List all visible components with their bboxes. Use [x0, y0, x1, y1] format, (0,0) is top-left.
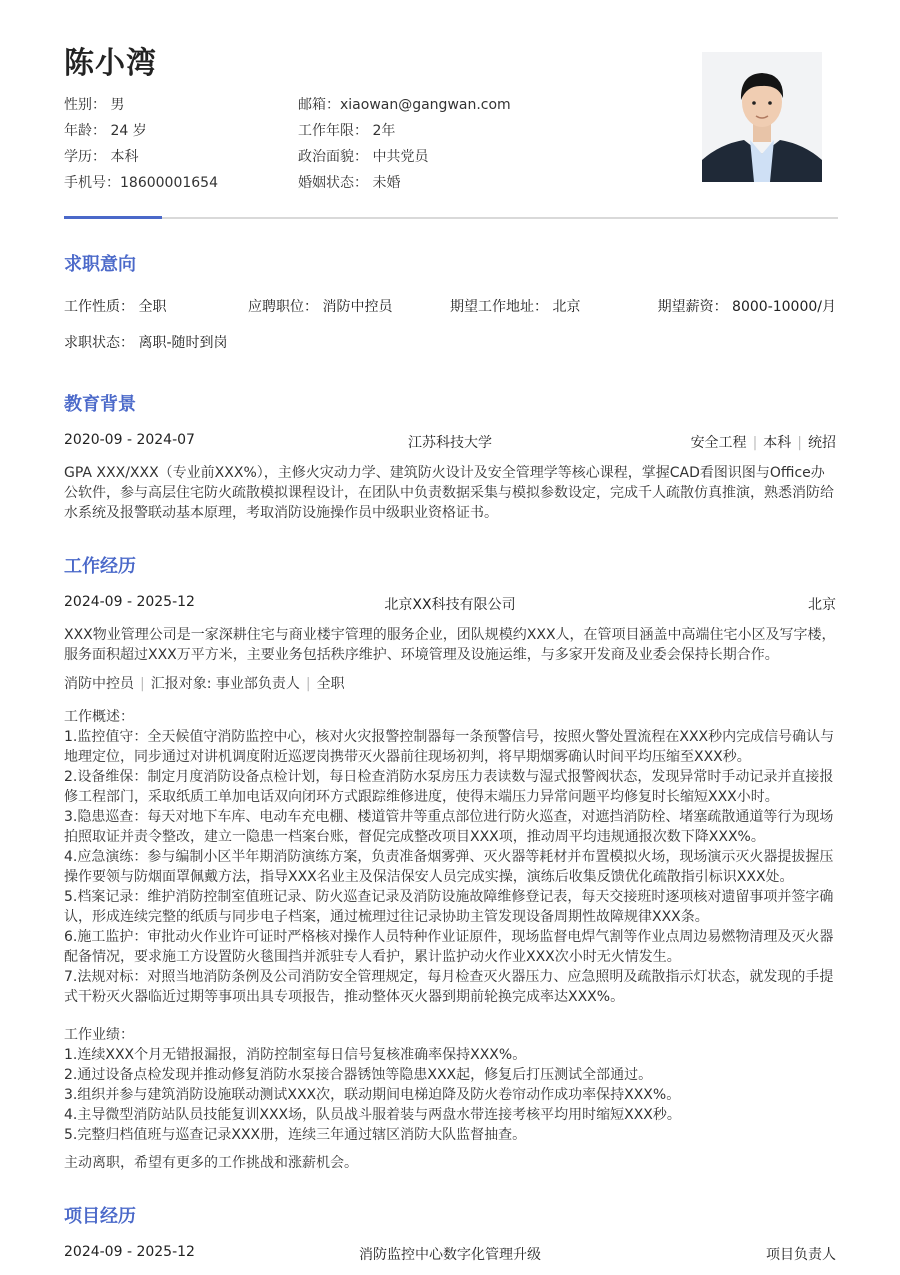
overview-title: 工作概述：: [64, 709, 134, 725]
education-level-field: 学历： 本科: [64, 149, 139, 165]
project-role: 项目负责人: [766, 1247, 836, 1263]
age-field: 年龄： 24 岁: [64, 123, 147, 139]
education-tags: 安全工程 | 本科 | 统招: [690, 435, 836, 451]
work-role-line: 消防中控员 | 汇报对象: 事业部负责人 | 全职: [64, 676, 345, 692]
section-title-education: 教育背景: [64, 394, 136, 415]
education-school: 江苏科技大学: [408, 435, 492, 451]
political-status-field: 政治面貌： 中共党员: [298, 149, 429, 165]
education-type: 统招: [808, 435, 836, 451]
intent-location: 期望工作地址： 北京: [450, 299, 581, 315]
education-major: 安全工程: [690, 435, 747, 451]
project-name: 消防监控中心数字化管理升级: [359, 1247, 541, 1263]
intent-salary: 期望薪资： 8000-10000/月: [657, 299, 836, 315]
overview-item: 2.设备维保：制定月度消防设备点检计划，每日检查消防水泵房压力表读数与湿式报警阀状态，发现异常时手动记录并直接报修工程部门，采取纸质工单加电话双向闭环方式跟踪维修进度，使得末端压力异常问题平均修复时长缩短XXX小时。: [64, 769, 834, 805]
section-title-intent: 求职意向: [64, 254, 136, 275]
company-description: XXX物业管理公司是一家深耕住宅与商业楼宇管理的服务企业，团队规模约XXX人，在管项目涵盖中高端住宅小区及写字楼，服务面积超过XXX万平方米，主要业务包括秩序维护、环境管理及设施运维，与多家开发商及业委会保持长期合作。: [64, 627, 836, 663]
work-overview: [64, 707, 836, 1007]
section-title-project: 项目经历: [64, 1206, 136, 1227]
section-title-work: 工作经历: [64, 556, 136, 577]
intent-type: 工作性质： 全职: [64, 299, 167, 315]
leave-reason: 主动离职，希望有更多的工作挑战和涨薪机会。: [64, 1155, 358, 1171]
work-company: 北京XX科技有限公司: [384, 597, 516, 613]
candidate-name: 陈小湾: [64, 46, 157, 81]
education-row: [64, 432, 836, 452]
education-description: GPA XXX/XXX（专业前XXX%），主修火灾动力学、建筑防火设计及安全管理学等核心课程，掌握CAD看图识图与Office办公软件，参与高层住宅防火疏散模拟课程设计，在团队中负责数据采集与模拟参数设定，完成千人疏散仿真推演，熟悉消防给水系统及报警联动基本原理，考取消防设施操作员中级职业资格证书。: [64, 465, 834, 521]
overview-item: 4.应急演练：参与编制小区半年期消防演练方案，负责准备烟雾弹、灭火器等耗材并布置模拟火场，现场演示灭火器提拔握压操作要领与防烟面罩佩戴方法，指导XXX名业主及保洁保安人员完成实操，演练后收集反馈优化疏散指引标识XXX处。: [64, 849, 834, 885]
header-divider-accent: [64, 216, 162, 219]
overview-item: 7.法规对标：对照当地消防条例及公司消防安全管理规定，每月检查灭火器压力、应急照明及疏散指示灯状态，就发现的手提式干粉灭火器临近过期等事项出具专项报告，推动整体灭火器到期前轮换完成率达XXX%。: [64, 969, 834, 1005]
achievement-item: 3.组织并参与建筑消防设施联动测试XXX次，联动期间电梯迫降及防火卷帘动作成功率保持XXX%。: [64, 1087, 681, 1103]
overview-item: 5.档案记录：维护消防控制室值班记录、防火巡查记录及消防设施故障维修登记表，每天交接班时逐项核对遗留事项并签字确认，形成连续完整的纸质与同步电子档案，通过梳理过往记录协助主管发现设备周期性故障规律XXX条。: [64, 889, 834, 925]
project-date: 2024-09 - 2025-12: [64, 1244, 195, 1260]
intent-position: 应聘职位： 消防中控员: [248, 299, 393, 315]
marital-status-field: 婚姻状态： 未婚: [298, 175, 401, 191]
gender-field: 性别： 男: [64, 97, 125, 113]
email-field: 邮箱：xiaowan@gangwan.com: [298, 97, 511, 113]
overview-item: 6.施工监护：审批动火作业许可证时严格核对操作人员特种作业证原件，现场监督电焊气割等作业点周边易燃物清理及灭火器配备情况，要求施工方设置防火毯围挡并派驻专人看护，累计监护动火作业XXX次小时无火情发生。: [64, 929, 834, 965]
overview-item: 1.监控值守：全天候值守消防监控中心，核对火灾报警控制器每一条预警信号，按照火警处置流程在XXX秒内完成信号确认与地理定位，同步通过对讲机调度附近巡逻岗携带灭火器前往现场初判，将早期烟雾确认时间平均压缩至XXX秒。: [64, 729, 835, 765]
achievements-title: 工作业绩：: [64, 1027, 134, 1043]
achievement-item: 2.通过设备点检发现并推动修复消防水泵接合器锈蚀等隐患XXX起，修复后打压测试全部通过。: [64, 1067, 653, 1083]
work-type: 全职: [316, 676, 345, 692]
work-date: 2024-09 - 2025-12: [64, 594, 195, 610]
overview-item: 3.隐患巡查：每天对地下车库、电动车充电棚、楼道管井等重点部位进行防火巡查，对遮挡消防栓、堵塞疏散通道等行为现场拍照取证并责令整改，建立一隐患一档案台账，督促完成整改项目XXX项，推动周平均违规通报次数下降XXX%。: [64, 809, 834, 845]
achievement-item: 5.完整归档值班与巡查记录XXX册，连续三年通过辖区消防大队监督抽查。: [64, 1127, 527, 1143]
project-row: [64, 1244, 836, 1264]
work-role: 消防中控员: [64, 676, 134, 692]
header-divider: [64, 217, 838, 219]
work-achievements: [64, 1025, 836, 1145]
education-date: 2020-09 - 2024-07: [64, 432, 195, 448]
phone-field: 手机号：18600001654: [64, 175, 218, 191]
work-report: 汇报对象: 事业部负责人: [150, 676, 300, 692]
profile-photo: [702, 52, 822, 182]
work-row: [64, 594, 836, 614]
work-city: 北京: [808, 597, 836, 613]
achievement-item: 1.连续XXX个月无错报漏报，消防控制室每日信号复核准确率保持XXX%。: [64, 1047, 527, 1063]
education-degree: 本科: [763, 435, 792, 451]
avatar-icon: [702, 52, 822, 182]
achievement-item: 4.主导微型消防站队员技能复训XXX场，队员战斗服着装与两盘水带连接考核平均用时缩短XXX秒。: [64, 1107, 681, 1123]
work-years-field: 工作年限： 2年: [298, 123, 396, 139]
intent-status: 求职状态： 离职-随时到岗: [64, 335, 228, 351]
